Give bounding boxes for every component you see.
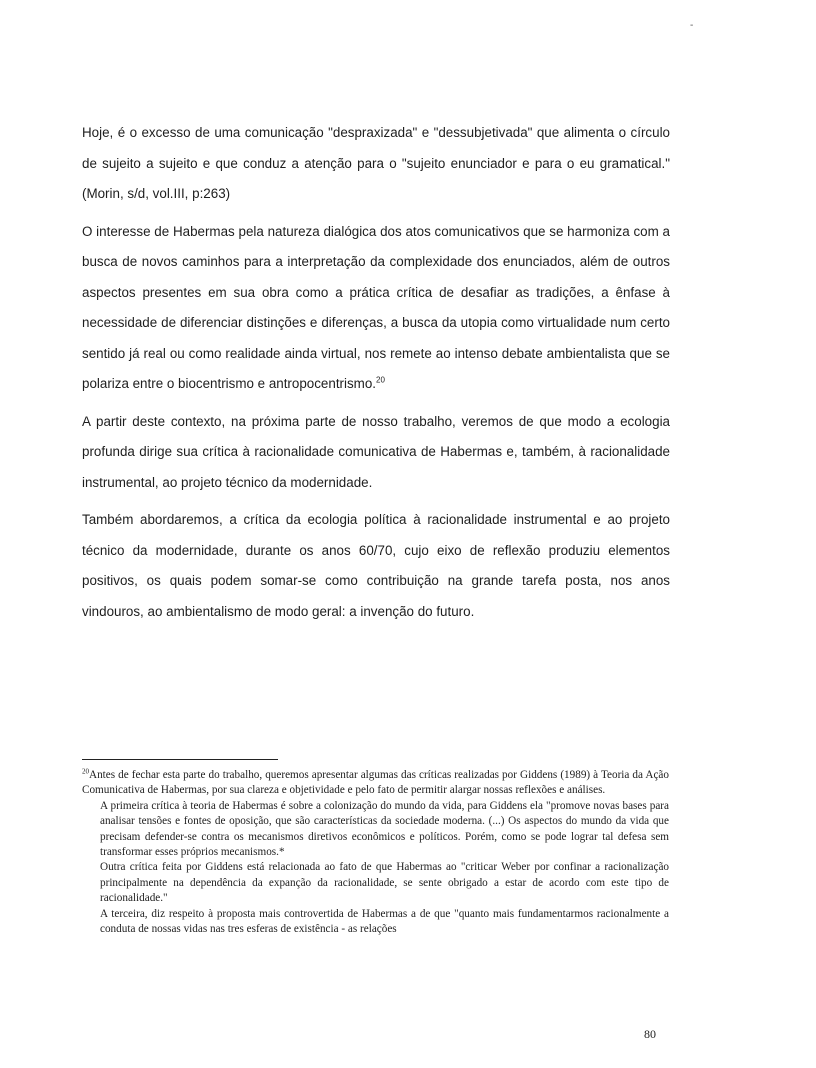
paragraph-4: Também abordaremos, a crítica da ecologia política à racionalidade instrumental e ao projeto técnico da modernidade, durante os anos 60/70, cujo eixo de reflexão produziu elementos positivos, os quais podem somar-se como contribuição na grande tarefa posta, nos anos vindouros, ao ambientalismo de modo geral: a invenção do futuro. <box>82 512 670 619</box>
footnote-text: Antes de fechar esta parte do trabalho, queremos apresentar algumas das críticas realizadas por Giddens (1989) à Teoria da Ação Comunicativa de Habermas, por sua clareza e objetividade e pelo fato de permitir alargar nossas reflexões e análises. <box>82 769 669 797</box>
footnote-paragraph: A terceira, diz respeito à proposta mais controvertida de Habermas a de que "quanto mais fundamentarmos racionalmente a conduta de nossas vidas nas tres esferas de existência - as relações <box>100 907 669 936</box>
footnote-reference-20[interactable]: 20 <box>376 375 385 385</box>
paragraph-3: A partir deste contexto, na próxima parte de nosso trabalho, veremos de que modo a ecologia profunda dirige sua crítica à racionalidade comunicativa de Habermas e, também, à racionalidade instrumental, ao projeto técnico da modernidade. <box>82 413 670 490</box>
paragraph-1: Hoje, é o excesso de uma comunicação "despraxizada" e "dessubjetivada" que alimenta o círculo de sujeito a sujeito e que conduz a atenção para o "sujeito enunciador e para o eu gramatical." (Morin, s/d, vol.III, p:263) <box>82 125 670 201</box>
footnotes-section <box>82 768 669 937</box>
paragraph-2-text: O interesse de Habermas pela natureza dialógica dos atos comunicativos que se harmoniza com a busca de novos caminhos para a interpretação da complexidade dos enunciados, além de outros aspectos presentes em sua obra como a prática crítica de desafiar as tradições, a ênfase à necessidade de diferenciar distinções e diferenças, a busca da utopia como virtualidade num certo sentido já real ou como realidade ainda virtual, nos remete ao intenso debate ambientalista que se polariza entre o biocentrismo e antropocentrismo. <box>82 223 670 391</box>
main-text <box>82 118 670 634</box>
footnote-paragraph: A primeira crítica à teoria de Habermas é sobre a colonização do mundo da vida, para Giddens ela "promove novas bases para analisar tensões e fontes de oposição, que são características da sociedade moderna. (...) Os aspectos do mundo da vida que precisam defender-se contra os mecanismos diretivos econômicos e políticos. Porém, como se pode lograr tal defesa sem transformar esses próprios mecanismos.* <box>100 799 669 859</box>
page-number: 80 <box>644 1027 656 1041</box>
footnote-paragraph: Outra crítica feita por Giddens está relacionada ao fato de que Habermas ao "criticar Weber por confinar a racionalização principalmente na dependência da expanção da racionalidade, se sente obrigado a estar de acordo com este tipo de racionalidade." <box>100 861 669 905</box>
footnote-marker: 20 <box>82 767 89 776</box>
footnote-20 <box>82 768 669 799</box>
corner-mark: - <box>690 20 694 31</box>
paragraph-2 <box>82 217 670 400</box>
footnote-separator <box>82 759 278 760</box>
